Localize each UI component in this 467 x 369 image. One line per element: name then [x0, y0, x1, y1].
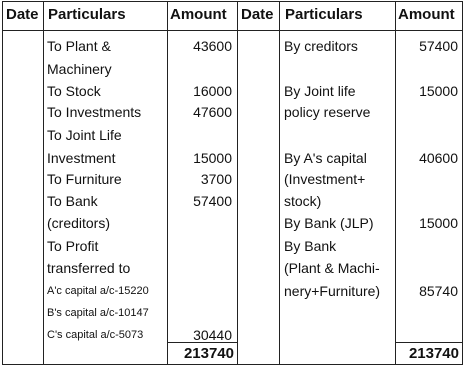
left-line-plant: To Plant &: [47, 38, 111, 54]
amount-bank-jlp: 15000: [419, 215, 458, 231]
left-line-furniture: To Furniture: [47, 171, 122, 187]
border-top: [2, 1, 463, 2]
amount-creditors: 57400: [419, 38, 458, 54]
right-total-rule-top: [395, 342, 462, 343]
amount-investments: 47600: [193, 104, 232, 120]
right-line-creditors: By creditors: [284, 38, 358, 54]
header-rule: [2, 30, 463, 31]
left-line-investments: To Investments: [47, 104, 142, 120]
amount-bank-plant-furniture: 85740: [419, 283, 458, 299]
header-amount-left: Amount: [170, 6, 227, 23]
border-bottom: [2, 364, 463, 365]
col-divider: [237, 1, 238, 365]
amount-plant-machinery: 43600: [193, 38, 232, 54]
amount-bank-creditors: 57400: [193, 193, 232, 209]
left-line-investment: Investment: [47, 150, 116, 166]
right-line-nery-furniture: nery+Furniture): [284, 283, 381, 299]
left-line-a-capital: A'c capital a/c-15220: [47, 285, 149, 297]
header-amount-right: Amount: [398, 6, 455, 23]
left-line-machinery: Machinery: [47, 61, 112, 77]
header-date-left: Date: [6, 6, 39, 23]
header-particulars-right: Particulars: [285, 6, 363, 23]
header-date-right: Date: [241, 6, 274, 23]
col-divider: [395, 1, 396, 365]
amount-profit: 30440: [193, 327, 232, 343]
right-line-stock: stock): [284, 193, 322, 209]
right-line-joint-life: By Joint life: [284, 83, 356, 99]
col-divider: [279, 1, 280, 365]
left-line-joint-life: To Joint Life: [47, 127, 122, 143]
right-line-bank-jlp: By Bank (JLP): [284, 215, 374, 231]
right-line-policy-reserve: policy reserve: [284, 104, 371, 120]
amount-a-capital: 40600: [419, 150, 458, 166]
realisation-account-table: [2, 1, 463, 365]
right-line-bank: By Bank: [284, 238, 337, 254]
right-line-investment-stock: (Investment+: [284, 171, 366, 187]
amount-joint-life-investment: 15000: [193, 150, 232, 166]
header-particulars-left: Particulars: [48, 6, 126, 23]
amount-joint-life-policy-reserve: 15000: [419, 83, 458, 99]
col-divider: [43, 1, 44, 365]
left-line-c-capital: C's capital a/c-5073: [47, 329, 144, 341]
amount-stock: 16000: [193, 83, 232, 99]
right-line-plant-machi: (Plant & Machi-: [284, 260, 380, 276]
border-right: [462, 1, 463, 365]
left-line-transferred: transferred to: [47, 260, 131, 276]
left-line-b-capital: B's capital a/c-10147: [47, 307, 149, 319]
left-line-stock: To Stock: [47, 83, 101, 99]
left-line-bank: To Bank: [47, 193, 98, 209]
left-line-profit: To Profit: [47, 238, 99, 254]
border-left: [2, 1, 3, 365]
right-total: 213740: [408, 345, 459, 362]
left-line-creditors: (creditors): [47, 215, 111, 231]
right-line-a-capital: By A's capital: [284, 150, 367, 166]
left-total: 213740: [183, 345, 234, 362]
amount-furniture: 3700: [200, 171, 232, 187]
